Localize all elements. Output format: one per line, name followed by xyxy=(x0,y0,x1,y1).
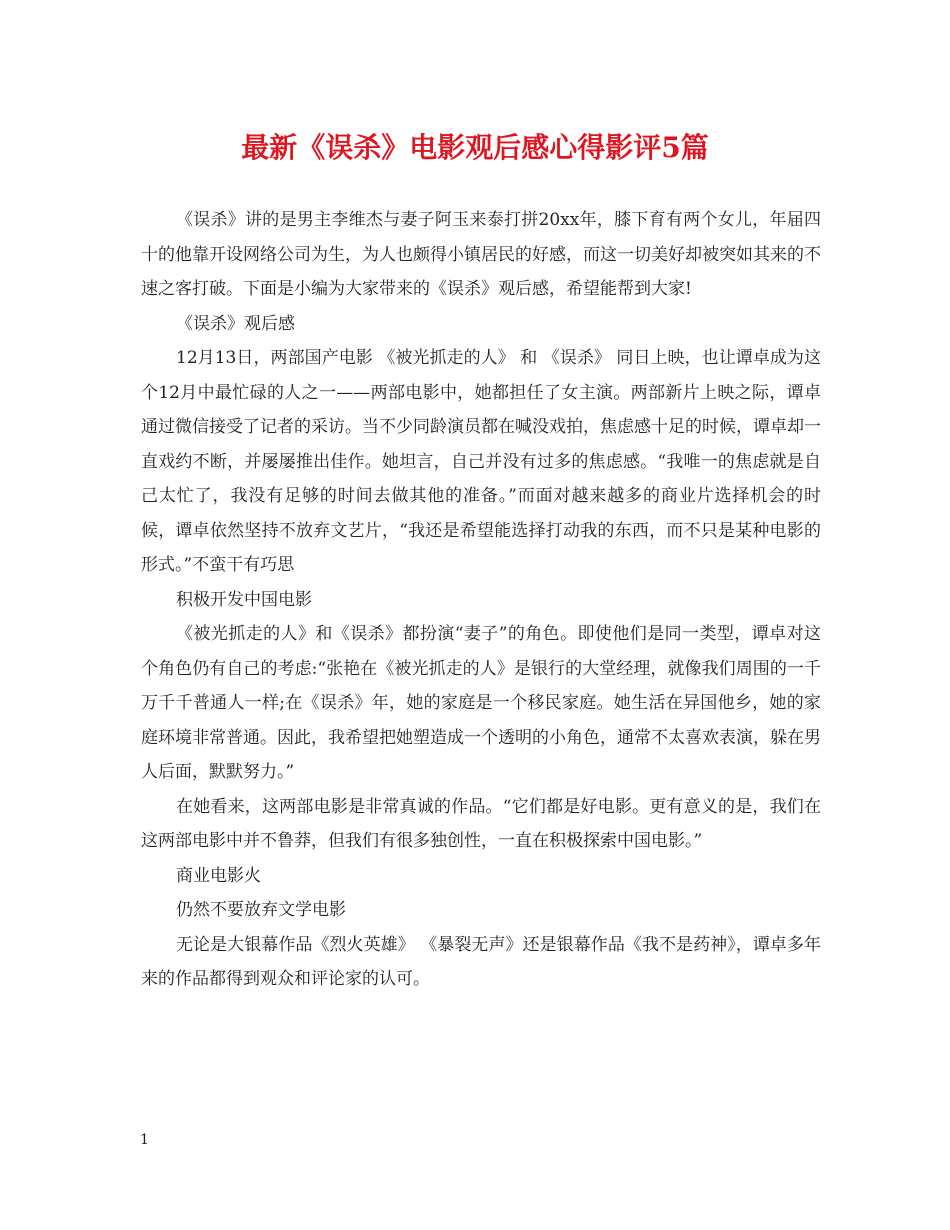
paragraph: 《误杀》讲的是男主李维杰与妻子阿玉来泰打拼20xx年，膝下育有两个女儿，年届四十的他靠开设网络公司为生，为人也颇得小镇居民的好感，而这一切美好却被突如其来的不速之客打破。下面是小编为大家带来的《误杀》观后感，希望能帮到大家! xyxy=(141,210,821,299)
paragraph: 在她看来，这两部电影是非常真诚的作品。“它们都是好电影。更有意义的是，我们在这两部电影中并不鲁莽，但我们有很多独创性，一直在积极探索中国电影。” xyxy=(141,796,821,851)
paragraph: 《被光抓走的人》和《误杀》都扮演“妻子”的角色。即使他们是同一类型，谭卓对这个角色仍有自己的考虑:“张艳在《被光抓走的人》是银行的大堂经理，就像我们周围的一千万千千普通人一样;在《误杀》年，她的家庭是一个移民家庭。她生活在异国他乡，她的家庭环境非常普通。因此，我希望把她塑造成一个透明的小角色，通常不太喜欢表演，躲在男人后面，默默努力。” xyxy=(141,624,821,782)
page-number: 1 xyxy=(140,1132,149,1148)
paragraph: 积极开发中国电影 xyxy=(176,589,312,610)
document-title: 最新《误杀》电影观后感心得影评5篇 xyxy=(241,131,709,164)
document-body xyxy=(141,203,821,997)
paragraph: 无论是大银幕作品《烈火英雄》 《暴裂无声》还是银幕作品《我不是药神》，谭卓多年来的作品都得到观众和评论家的认可。 xyxy=(141,934,821,989)
paragraph: 商业电影火 xyxy=(176,865,261,886)
paragraph: 12月13日，两部国产电影 《被光抓走的人》 和 《误杀》 同日上映，也让谭卓成为这个12月中最忙碌的人之一——两部电影中，她都担任了女主演。两部新片上映之际，谭卓通过微信接受了记者的采访。当不少同龄演员都在喊没戏拍，焦虑感十足的时候，谭卓却一直戏约不断，并屡屡推出佳作。她坦言，自己并没有过多的焦虑感。“我唯一的焦虑就是自己太忙了，我没有足够的时间去做其他的准备。”而面对越来越多的商业片选择机会的时候，谭卓依然坚持不放弃文艺片，“我还是希望能选择打动我的东西，而不只是某种电影的形式。”不蛮干有巧思 xyxy=(141,348,821,575)
paragraph: 《误杀》观后感 xyxy=(176,313,295,334)
paragraph: 仍然不要放弃文学电影 xyxy=(176,900,346,920)
